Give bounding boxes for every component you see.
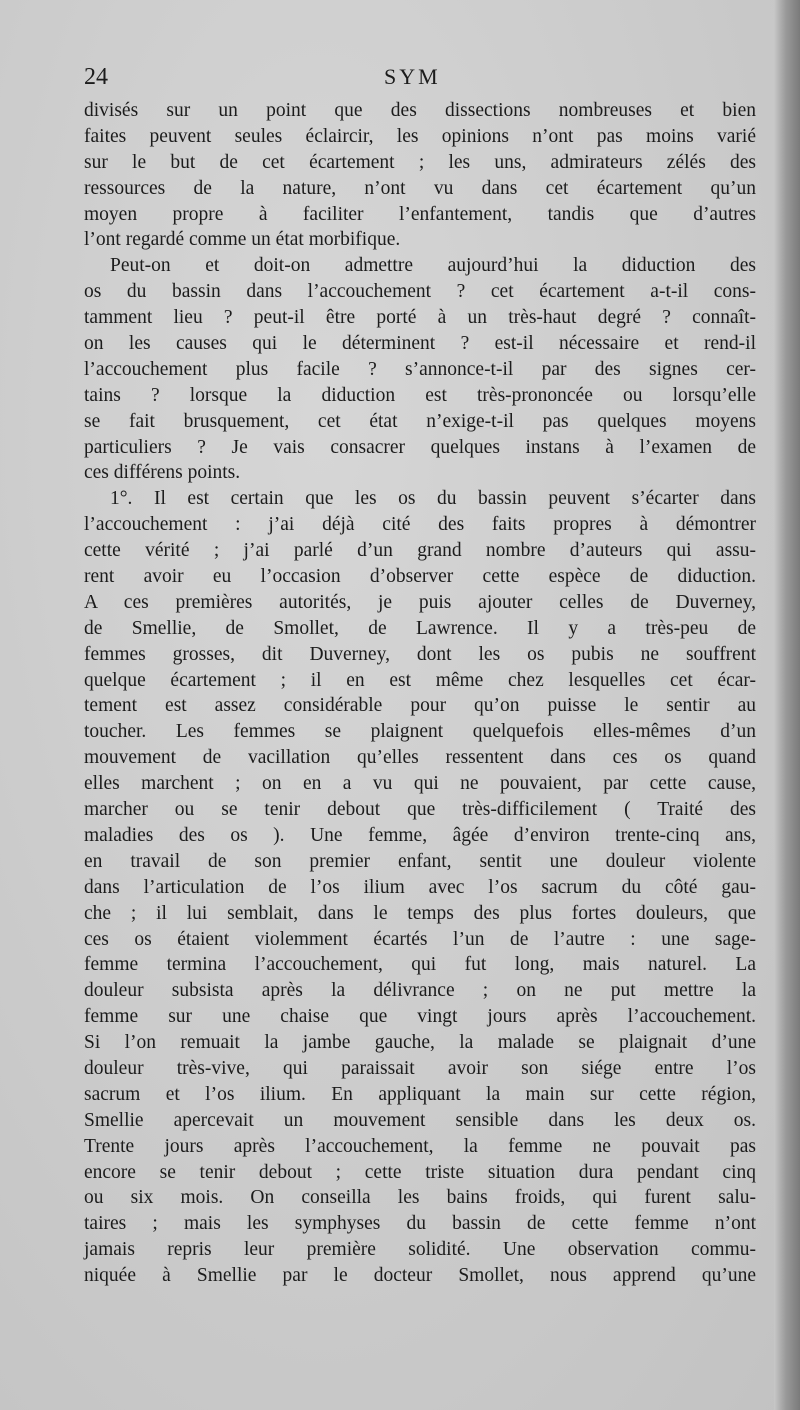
text-line: 1°. Il est certain que les os du bassin peuvent s’écarter dans [110, 488, 756, 510]
running-head: SYM [384, 64, 441, 89]
text-line: douleur subsista après la délivrance ; on ne put mettre la [84, 980, 756, 1002]
text-line: dans l’articulation de l’os ilium avec l’os sacrum du côté gau- [84, 876, 756, 898]
text-line: niquée à Smellie par le docteur Smollet, nous apprend qu’une [84, 1265, 756, 1287]
text-line: mouvement de vacillation qu’elles ressentent dans ces os quand [84, 747, 756, 769]
text-line: cette vérité ; j’ai parlé d’un grand nombre d’auteurs qui assu- [84, 540, 756, 562]
text-line: encore se tenir debout ; cette triste situation dura pendant cinq [84, 1161, 756, 1183]
text-line: tains ? lorsque la diduction est très-prononcée ou lorsqu’elle [84, 384, 756, 406]
text-line: l’ont regardé comme un état morbifique. [84, 229, 401, 251]
text-line: Trente jours après l’accouchement, la femme ne pouvait pas [84, 1135, 756, 1157]
text-line: tamment lieu ? peut-il être porté à un très-haut degré ? connaît- [84, 307, 756, 329]
text-line: quelque écartement ; il en est même chez lesquelles cet écar- [84, 669, 756, 691]
text-line: marcher ou se tenir debout que très-difficilement ( Traité des [84, 799, 756, 821]
body-text [84, 98, 756, 1289]
text-line: jamais repris leur première solidité. Une observation commu- [84, 1239, 756, 1261]
text-line: femme termina l’accouchement, qui fut long, mais naturel. La [84, 954, 756, 976]
text-line: ces différens points. [84, 462, 241, 484]
text-line: en travail de son premier enfant, sentit une douleur violente [84, 850, 756, 872]
text-line: particuliers ? Je vais consacrer quelques instans à l’examen de [84, 436, 756, 458]
text-line: faites peuvent seules éclaircir, les opinions n’ont pas moins varié [84, 125, 756, 147]
text-line: l’accouchement plus facile ? s’annonce-t-il par des signes cer- [84, 358, 756, 380]
page-gutter-shadow [774, 0, 800, 1410]
text-line: ressources de la nature, n’ont vu dans cet écartement qu’un [84, 177, 756, 199]
text-line: Smellie apercevait un mouvement sensible dans les deux os. [84, 1109, 756, 1131]
text-line: l’accouchement : j’ai déjà cité des faits propres à démontrer [84, 514, 756, 536]
text-line: on les causes qui le déterminent ? est-il nécessaire et rend-il [84, 333, 756, 355]
page-header [84, 64, 754, 94]
text-line: rent avoir eu l’occasion d’observer cette espèce de diduction. [84, 566, 756, 588]
text-line: femmes grosses, dit Duverney, dont les os pubis ne souffrent [84, 643, 756, 665]
text-line: elles marchent ; on en a vu qui ne pouvaient, par cette cause, [84, 773, 756, 795]
text-line: femme sur une chaise que vingt jours après l’accouchement. [84, 1006, 756, 1028]
text-line: moyen propre à faciliter l’enfantement, tandis que d’autres [84, 203, 756, 225]
text-line: sacrum et l’os ilium. En appliquant la main sur cette région, [84, 1083, 756, 1105]
text-line: taires ; mais les symphyses du bassin de cette femme n’ont [84, 1213, 756, 1235]
text-line: douleur très-vive, qui paraissait avoir son siége entre l’os [84, 1057, 756, 1079]
text-line: se fait brusquement, cet état n’exige-t-il pas quelques moyens [84, 410, 756, 432]
text-line: Peut-on et doit-on admettre aujourd’hui la diduction des [110, 255, 756, 277]
text-line: tement est assez considérable pour qu’on puisse le sentir au [84, 695, 756, 717]
text-line: toucher. Les femmes se plaignent quelquefois elles-mêmes d’un [84, 721, 756, 743]
text-line: maladies des os ). Une femme, âgée d’environ trente-cinq ans, [84, 824, 756, 846]
text-line: ou six mois. On conseilla les bains froids, qui furent salu- [84, 1187, 756, 1209]
text-line: ces os étaient violemment écartés l’un de l’autre : une sage- [84, 928, 756, 950]
text-line: che ; il lui semblait, dans le temps des plus fortes douleurs, que [84, 902, 756, 924]
text-line: divisés sur un point que des dissections nombreuses et bien [84, 100, 756, 121]
text-line: de Smellie, de Smollet, de Lawrence. Il y a très-peu de [84, 617, 756, 639]
text-line: os du bassin dans l’accouchement ? cet écartement a-t-il cons- [84, 281, 756, 303]
text-line: A ces premières autorités, je puis ajouter celles de Duverney, [84, 591, 756, 613]
text-line: sur le but de cet écartement ; les uns, admirateurs zélés des [84, 151, 756, 173]
text-line: Si l’on remuait la jambe gauche, la malade se plaignait d’une [84, 1032, 756, 1054]
page-number: 24 [84, 64, 108, 90]
